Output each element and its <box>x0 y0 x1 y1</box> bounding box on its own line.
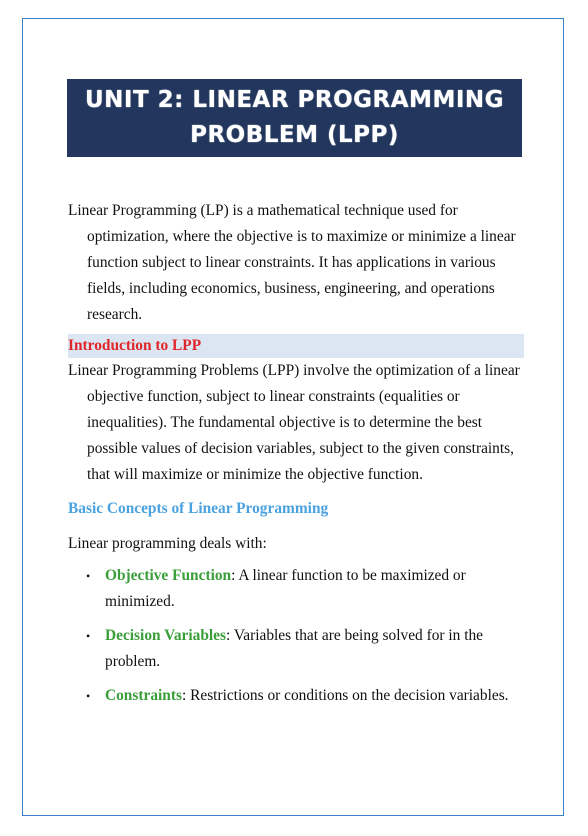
definition-text: : Restrictions or conditions on the decision variables. <box>181 687 509 704</box>
bullet-icon: • <box>86 569 91 583</box>
document-body <box>68 198 524 717</box>
term-decision-variables: Decision Variables <box>105 627 226 644</box>
page-title: UNIT 2: LINEAR PROGRAMMING PROBLEM (LPP) <box>84 87 505 148</box>
intro-paragraph: Linear Programming (LP) is a mathematical technique used for optimization, where the objective is to maximize or minimize a linear function subject to linear constraints. It has applications in various fields, including economics, business, engineering, and operations research. <box>68 202 516 323</box>
list-item <box>68 683 524 709</box>
concepts-lead: Linear programming deals with: <box>68 535 267 552</box>
list-item <box>68 563 524 615</box>
bullet-icon: • <box>86 689 91 703</box>
definition-text: : Variables that are being solved for in the problem. <box>105 627 484 670</box>
list-item <box>68 623 524 675</box>
definition-text: : A linear function to be maximized or minimized. <box>105 567 466 610</box>
lpp-paragraph: Linear Programming Problems (LPP) involve the optimization of a linear objective function, subject to linear constraints (equalities or inequalities). The fundamental objective is to determine the best possible values of decision variables, subject to the given constraints, that will maximize or minimize the objective function. <box>68 362 520 483</box>
term-objective-function: Objective Function <box>105 567 232 584</box>
section-heading-introduction: Introduction to LPP <box>68 337 202 354</box>
section-heading-basic-concepts: Basic Concepts of Linear Programming <box>68 500 329 517</box>
term-constraints: Constraints <box>105 687 182 704</box>
concepts-list <box>68 563 524 709</box>
title-banner <box>67 79 522 157</box>
section-heading-bar <box>68 334 524 358</box>
bullet-icon: • <box>86 629 91 643</box>
